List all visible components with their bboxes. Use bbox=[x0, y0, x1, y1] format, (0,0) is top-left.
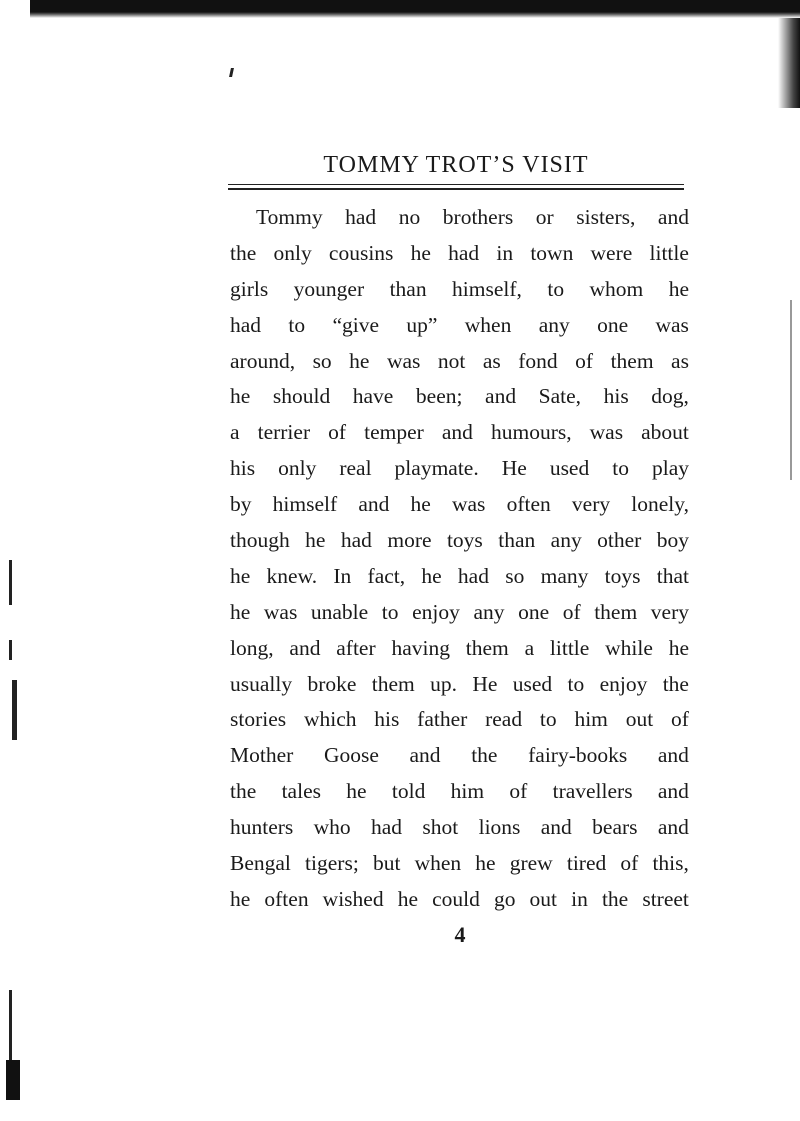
word: had bbox=[340, 528, 372, 553]
word: which bbox=[303, 707, 357, 732]
word: enjoy bbox=[599, 671, 648, 696]
text-line bbox=[230, 415, 689, 451]
word: them bbox=[465, 635, 509, 660]
word: long, bbox=[230, 635, 274, 660]
word: tales bbox=[281, 779, 321, 804]
word: he bbox=[230, 384, 251, 409]
word: of bbox=[328, 420, 347, 445]
word: often bbox=[506, 492, 551, 517]
word: who bbox=[313, 815, 351, 840]
word: of bbox=[670, 707, 689, 732]
word: had bbox=[457, 563, 489, 588]
word: about bbox=[641, 420, 689, 445]
word: were bbox=[590, 240, 633, 265]
word: of bbox=[509, 779, 528, 804]
word: bears bbox=[592, 815, 638, 840]
word: in bbox=[571, 886, 588, 911]
word: very bbox=[571, 492, 611, 517]
word: little bbox=[649, 240, 689, 265]
word: one bbox=[518, 599, 550, 624]
text-line bbox=[230, 595, 689, 631]
word: should bbox=[272, 384, 331, 409]
word: fairy-books bbox=[528, 743, 628, 768]
text-line bbox=[230, 308, 689, 344]
text-line bbox=[230, 774, 689, 810]
text-line bbox=[230, 559, 689, 595]
text-line bbox=[230, 882, 689, 918]
word: any bbox=[538, 312, 570, 337]
word: a bbox=[524, 635, 535, 660]
word: was bbox=[386, 348, 421, 373]
word: one bbox=[597, 312, 629, 337]
word: he bbox=[230, 563, 251, 588]
header-rule bbox=[228, 188, 684, 190]
word: Goose bbox=[323, 743, 379, 768]
word: himself, bbox=[452, 276, 522, 301]
word: the bbox=[471, 743, 498, 768]
word: his bbox=[603, 384, 629, 409]
header-rule bbox=[228, 184, 684, 185]
word: though bbox=[230, 528, 290, 553]
page-number-container bbox=[0, 922, 800, 948]
word: used bbox=[549, 456, 590, 481]
word: go bbox=[493, 886, 516, 911]
word: He bbox=[472, 671, 498, 696]
word: his bbox=[230, 456, 256, 481]
word: had bbox=[345, 205, 377, 229]
word: real bbox=[339, 456, 372, 481]
scan-edge-top bbox=[30, 0, 800, 18]
text-line bbox=[230, 200, 689, 236]
word: not bbox=[437, 348, 466, 373]
word: a bbox=[230, 420, 240, 445]
word: shot bbox=[422, 815, 459, 840]
word: to bbox=[381, 599, 399, 624]
word: them bbox=[610, 348, 654, 373]
word: to bbox=[288, 312, 306, 337]
word: to bbox=[612, 456, 629, 481]
word: by bbox=[230, 492, 252, 517]
word: this, bbox=[652, 851, 689, 876]
word: and bbox=[485, 384, 517, 409]
word: and bbox=[409, 743, 441, 768]
word: having bbox=[391, 635, 450, 660]
word: out bbox=[625, 707, 654, 732]
word: hunters bbox=[230, 815, 294, 840]
text-line bbox=[230, 667, 689, 703]
word: was bbox=[263, 599, 298, 624]
word: Sate, bbox=[538, 384, 582, 409]
word: terrier bbox=[257, 420, 311, 445]
word: enjoy bbox=[412, 599, 460, 624]
word: was bbox=[451, 492, 486, 517]
word: so bbox=[312, 348, 332, 373]
word: while bbox=[605, 635, 653, 660]
word: he bbox=[475, 851, 496, 876]
word: sisters, bbox=[576, 205, 636, 229]
text-line bbox=[230, 523, 689, 559]
word: as bbox=[482, 348, 501, 373]
word: of bbox=[620, 851, 639, 876]
word: more bbox=[387, 528, 432, 553]
word: of bbox=[562, 599, 581, 624]
word: to bbox=[567, 671, 585, 696]
word: and bbox=[358, 492, 390, 517]
word: the bbox=[230, 240, 257, 265]
word: grew bbox=[509, 851, 553, 876]
running-header: TOMMY TROT’S VISIT bbox=[323, 152, 589, 178]
word: up” bbox=[406, 312, 438, 337]
word: any bbox=[550, 528, 582, 553]
word: have bbox=[352, 384, 394, 409]
word: knew. bbox=[266, 563, 318, 588]
word: and bbox=[657, 743, 689, 768]
word: of bbox=[575, 348, 594, 373]
word: He bbox=[501, 456, 527, 481]
word: himself bbox=[272, 492, 338, 517]
word: playmate. bbox=[394, 456, 479, 481]
word: and bbox=[289, 635, 321, 660]
word: to bbox=[539, 707, 557, 732]
word: girls bbox=[230, 276, 269, 301]
text-line bbox=[230, 631, 689, 667]
word: tired bbox=[566, 851, 607, 876]
word: brothers bbox=[442, 205, 514, 229]
word: wished bbox=[322, 886, 384, 911]
word: toys bbox=[604, 563, 641, 588]
word: fact, bbox=[367, 563, 406, 588]
word: he bbox=[668, 635, 689, 660]
word: he bbox=[410, 240, 431, 265]
text-line bbox=[230, 846, 689, 882]
word: lions bbox=[478, 815, 521, 840]
word: he bbox=[349, 348, 370, 373]
word: whom bbox=[589, 276, 644, 301]
word: town bbox=[530, 240, 574, 265]
word: when bbox=[464, 312, 512, 337]
word: “give bbox=[332, 312, 380, 337]
word: fond bbox=[518, 348, 558, 373]
word: up. bbox=[430, 671, 457, 696]
word: he bbox=[668, 276, 689, 301]
word: broke bbox=[307, 671, 357, 696]
word: father bbox=[417, 707, 468, 732]
word: had bbox=[371, 815, 403, 840]
word: he bbox=[230, 886, 251, 911]
word: he bbox=[421, 563, 442, 588]
word: his bbox=[374, 707, 400, 732]
word: toys bbox=[446, 528, 483, 553]
word: tigers; bbox=[305, 851, 359, 876]
word: cousins bbox=[328, 240, 394, 265]
text-line bbox=[230, 272, 689, 308]
word: after bbox=[336, 635, 376, 660]
text-line bbox=[230, 738, 689, 774]
word: street bbox=[642, 886, 689, 911]
word: than bbox=[389, 276, 427, 301]
word: that bbox=[656, 563, 689, 588]
word: him bbox=[574, 707, 608, 732]
word: was bbox=[589, 420, 624, 445]
word: had bbox=[448, 240, 480, 265]
word: the bbox=[230, 779, 257, 804]
word: no bbox=[398, 205, 421, 229]
word: dog, bbox=[651, 384, 689, 409]
body-text bbox=[230, 200, 689, 918]
word: them bbox=[594, 599, 638, 624]
word: them bbox=[371, 671, 415, 696]
word: was bbox=[655, 312, 689, 337]
word: him bbox=[450, 779, 485, 804]
word: and bbox=[657, 205, 689, 229]
word: than bbox=[498, 528, 536, 553]
word: unable bbox=[310, 599, 369, 624]
text-line bbox=[230, 487, 689, 523]
word: read bbox=[485, 707, 523, 732]
text-line bbox=[230, 810, 689, 846]
word: and bbox=[657, 815, 689, 840]
word: used bbox=[512, 671, 553, 696]
word: only bbox=[278, 456, 317, 481]
word: he bbox=[397, 886, 418, 911]
word: out bbox=[529, 886, 558, 911]
word: younger bbox=[293, 276, 365, 301]
word: and bbox=[657, 779, 689, 804]
word: to bbox=[547, 276, 565, 301]
text-line bbox=[230, 702, 689, 738]
word: he bbox=[305, 528, 326, 553]
word: the bbox=[601, 886, 629, 911]
text-line bbox=[230, 344, 689, 380]
word: he bbox=[346, 779, 367, 804]
word: around, bbox=[230, 348, 296, 373]
scan-edge-left-mark bbox=[12, 680, 17, 740]
word: Tommy bbox=[256, 205, 323, 229]
word: humours, bbox=[490, 420, 572, 445]
word: had bbox=[230, 312, 262, 337]
word: boy bbox=[656, 528, 689, 553]
scan-edge-left-mark bbox=[6, 1060, 20, 1100]
word: many bbox=[540, 563, 589, 588]
text-line bbox=[230, 379, 689, 415]
scan-edge-right-line bbox=[790, 300, 792, 480]
word: play bbox=[651, 456, 689, 481]
scan-edge-left-mark bbox=[9, 560, 12, 605]
word: little bbox=[549, 635, 590, 660]
word: lonely, bbox=[631, 492, 689, 517]
word: when bbox=[414, 851, 462, 876]
word: told bbox=[391, 779, 426, 804]
word: Mother bbox=[230, 743, 294, 768]
page-number: 4 bbox=[454, 922, 466, 947]
word: only bbox=[273, 240, 312, 265]
word: been; bbox=[415, 384, 463, 409]
word: often bbox=[264, 886, 309, 911]
word: or bbox=[535, 205, 554, 229]
word: in bbox=[496, 240, 514, 265]
scan-edge-right bbox=[778, 18, 800, 108]
word: he bbox=[230, 599, 251, 624]
word: he bbox=[410, 492, 431, 517]
word: stories bbox=[230, 707, 287, 732]
word: any bbox=[473, 599, 505, 624]
word: temper bbox=[364, 420, 424, 445]
word: and bbox=[441, 420, 473, 445]
text-line bbox=[230, 451, 689, 487]
word: usually bbox=[230, 671, 293, 696]
text-line bbox=[230, 236, 689, 272]
word: Bengal bbox=[230, 851, 291, 876]
scan-edge-left-mark bbox=[9, 640, 12, 660]
word: as bbox=[671, 348, 689, 373]
ink-speck bbox=[229, 68, 234, 77]
word: and bbox=[540, 815, 572, 840]
word: the bbox=[662, 671, 689, 696]
word: travellers bbox=[552, 779, 633, 804]
word: very bbox=[650, 599, 689, 624]
word: In bbox=[333, 563, 352, 588]
scan-edge-left-mark bbox=[9, 990, 12, 1060]
word: could bbox=[432, 886, 480, 911]
word: but bbox=[372, 851, 401, 876]
word: so bbox=[505, 563, 525, 588]
word: other bbox=[597, 528, 642, 553]
